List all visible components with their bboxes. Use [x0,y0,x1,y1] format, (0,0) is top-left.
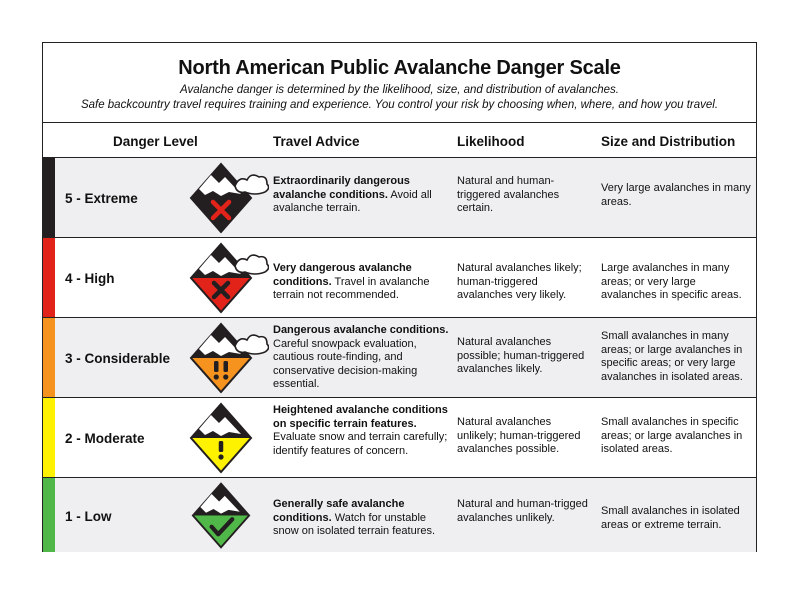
danger-color-bar-high [43,238,55,317]
travel-advice [273,324,449,392]
danger-level-label: 3 - Considerable [65,351,171,366]
travel-advice-detail: Travel in avalanche terrain not recommended. [273,275,430,301]
travel-advice [273,404,449,458]
column-header-travel-advice: Travel Advice [273,134,360,149]
likelihood-text: Natural avalanches likely; human-triggered avalanches very likely. [457,262,582,301]
likelihood-text: Natural avalanches unlikely; human-triggered avalanches possible. [457,416,581,455]
travel-advice [273,175,449,216]
high-x-diamond-icon [173,238,269,318]
danger-level-label: 1 - Low [65,509,112,524]
travel-advice-emphasis: Generally safe avalanche conditions. [273,498,405,524]
danger-level-label: 4 - High [65,271,115,286]
danger-level-label: 2 - Moderate [65,431,145,446]
size-distribution-text: Very large avalanches in many areas. [601,182,751,208]
danger-color-bar-low [43,478,55,552]
likelihood-text: Natural and human-triggered avalanches certain. [457,175,560,214]
travel-advice-emphasis: Heightened avalanche conditions on specific terrain features. [273,404,448,430]
likelihood-text: Natural and human-trigged avalanches unlikely. [457,498,588,524]
danger-row-moderate [43,397,756,477]
low-checkmark-diamond-icon [173,478,269,553]
size-distribution-text: Small avalanches in specific areas; or large avalanches in isolated areas. [601,416,743,455]
travel-advice-emphasis: Dangerous avalanche conditions. [273,324,449,336]
column-headers [43,123,756,157]
danger-row-considerable [43,317,756,397]
travel-advice [273,498,449,539]
danger-color-bar-moderate [43,398,55,477]
danger-color-bar-extreme [43,158,55,237]
danger-row-extreme [43,157,756,237]
column-header-danger-level: Danger Level [113,134,198,149]
page-title: North American Public Avalanche Danger Scale [178,57,621,79]
danger-color-bar-considerable [43,318,55,397]
travel-advice-detail: Evaluate snow and terrain carefully; identify features of concern. [273,431,448,457]
travel-advice-emphasis: Extraordinarily dangerous avalanche conditions. [273,175,410,201]
travel-advice-detail: Watch for unstable snow on isolated terrain features. [273,511,436,537]
subtitle-line-1: Avalanche danger is determined by the likelihood, size, and distribution of avalanches. [180,84,619,96]
scale-header [43,43,756,123]
likelihood-text: Natural avalanches possible; human-triggered avalanches likely. [457,336,585,375]
travel-advice-detail: Careful snowpack evaluation, cautious route-finding, and conservative decision-making essential. [273,337,418,390]
column-header-size-distribution: Size and Distribution [601,134,736,149]
danger-row-low [43,477,756,552]
extreme-x-diamond-icon [173,158,269,238]
size-distribution-text: Large avalanches in many areas; or very large avalanches in specific areas. [601,262,742,301]
danger-level-label: 5 - Extreme [65,191,138,206]
considerable-double-exclamation-diamond-icon [173,318,269,398]
size-distribution-text: Small avalanches in many areas; or large avalanches in specific areas; or very large avalanches in isolated areas. [601,330,743,383]
travel-advice-detail: Avoid all avalanche terrain. [273,188,432,214]
subtitle-line-2: Safe backcountry travel requires training and experience. You control your risk by choosing when, where, and how you travel. [80,98,719,111]
danger-scale-panel [42,42,757,552]
size-distribution-text: Small avalanches in isolated areas or extreme terrain. [601,505,740,531]
moderate-exclamation-diamond-icon [173,398,269,478]
danger-row-high [43,237,756,317]
column-header-likelihood: Likelihood [457,134,525,149]
travel-advice [273,262,449,303]
travel-advice-emphasis: Very dangerous avalanche conditions. [273,262,412,288]
